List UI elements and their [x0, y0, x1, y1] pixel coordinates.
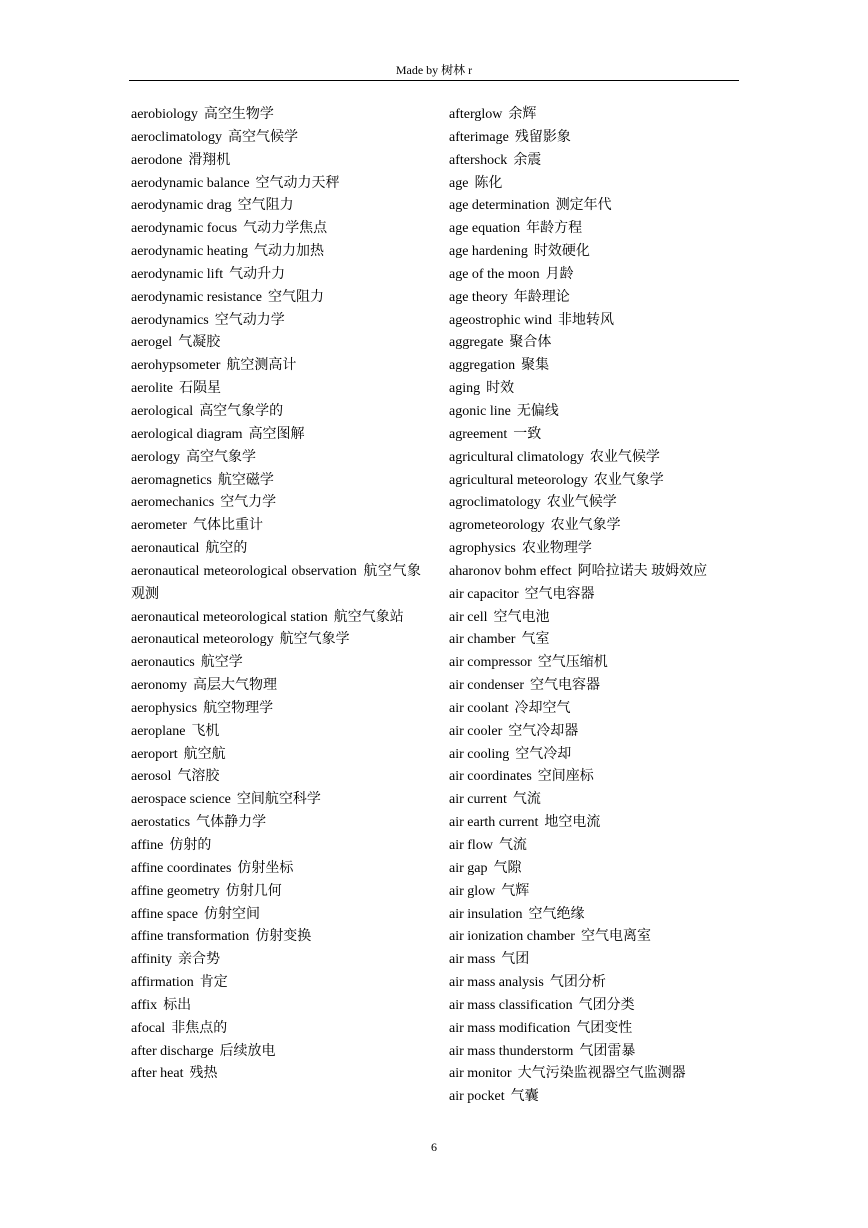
entry-term: air earth current [449, 815, 539, 831]
entry-translation: 空气电池 [493, 609, 550, 625]
entry-translation: 空气冷却 [515, 746, 572, 762]
glossary-entry [131, 995, 421, 1018]
entry-translation: 余辉 [508, 107, 537, 122]
entry-translation: 月龄 [545, 266, 574, 282]
entry-term: aeronomy [131, 678, 187, 694]
entry-translation: 肯定 [199, 975, 228, 991]
entry-translation: 余震 [513, 152, 542, 168]
entry-translation: 农业物理学 [521, 541, 592, 557]
glossary-entry [449, 218, 741, 241]
glossary-entry [449, 607, 741, 630]
glossary-entry [131, 332, 421, 355]
entry-term: affine geometry [131, 883, 220, 899]
glossary-entry [131, 1063, 421, 1086]
entry-term: aerology [131, 449, 180, 465]
glossary-entry [449, 561, 741, 584]
entry-translation: 一致 [513, 426, 542, 442]
glossary-entry [449, 515, 741, 538]
glossary-entry [131, 904, 421, 927]
glossary-entry [131, 949, 421, 972]
page-header: Made by 树林 r [395, 63, 473, 77]
entry-translation: 气室 [521, 632, 550, 648]
entry-translation: 气囊 [510, 1089, 539, 1105]
entry-term: aerodynamic focus [131, 221, 238, 237]
glossary-entry [449, 447, 741, 470]
glossary-entry [449, 629, 741, 652]
glossary-entry [449, 858, 741, 881]
glossary-entry [131, 424, 421, 447]
entry-term: aerogel [131, 335, 173, 351]
entry-translation: 航空航 [183, 746, 226, 762]
entry-term: aeronautical meteorological observation [131, 563, 357, 579]
entry-translation: 农业气象学 [550, 518, 621, 534]
glossary-entry [449, 904, 741, 927]
entry-term: air coordinates [449, 769, 532, 785]
entry-term: agrometeorology [449, 518, 545, 534]
entry-term: agroclimatology [449, 495, 541, 511]
entry-translation: 空气电容器 [530, 678, 601, 694]
entry-translation: 阿哈拉诺夫 玻姆效应 [577, 563, 708, 579]
entry-translation: 航空气象观测 [131, 563, 422, 602]
entry-term: air chamber [449, 632, 516, 648]
entry-term: affine transformation [131, 929, 250, 945]
entry-translation: 滑翔机 [188, 152, 231, 168]
glossary-entry [131, 241, 421, 264]
entry-translation: 空气电离室 [580, 929, 651, 945]
entry-translation: 亲合势 [177, 952, 220, 968]
entry-term: aggregate [449, 335, 504, 351]
entry-translation: 石陨星 [178, 381, 221, 397]
entry-translation: 聚集 [521, 358, 550, 374]
glossary-entry [131, 561, 421, 607]
glossary-entry [131, 378, 421, 401]
glossary-entry [449, 401, 741, 424]
glossary-entry [449, 744, 741, 767]
entry-term: aeronautical meteorology [131, 632, 274, 648]
glossary-entry [449, 195, 741, 218]
glossary-entry [131, 287, 421, 310]
glossary-entry [449, 812, 741, 835]
glossary-entry [131, 675, 421, 698]
entry-translation: 年龄方程 [526, 221, 583, 237]
entry-term: aeroclimatology [131, 129, 222, 145]
entry-translation: 高空生物学 [203, 107, 274, 122]
entry-term: air compressor [449, 655, 532, 671]
entry-translation: 仿射坐标 [237, 860, 294, 876]
glossary-entry [449, 173, 741, 196]
header-rule [129, 80, 739, 81]
entry-term: air pocket [449, 1089, 505, 1105]
entry-term: aeromagnetics [131, 472, 212, 488]
glossary-entry [449, 538, 741, 561]
entry-term: ageostrophic wind [449, 312, 553, 328]
entry-translation: 农业气象学 [593, 472, 664, 488]
entry-translation: 聚合体 [509, 335, 552, 351]
glossary-entry [131, 515, 421, 538]
glossary-entry [131, 766, 421, 789]
entry-term: age of the moon [449, 266, 540, 282]
entry-translation: 气团变性 [576, 1020, 633, 1036]
entry-translation: 标出 [163, 997, 192, 1013]
glossary-entry [449, 470, 741, 493]
glossary-entry [449, 424, 741, 447]
entry-term: air flow [449, 838, 493, 853]
glossary-entry [449, 264, 741, 287]
entry-term: age determination [449, 198, 550, 214]
entry-term: age equation [449, 221, 521, 237]
entry-translation: 气动力加热 [254, 244, 325, 260]
glossary-entry [131, 858, 421, 881]
entry-translation: 空间航空科学 [236, 792, 321, 808]
glossary-entry [449, 127, 741, 150]
glossary-entry [449, 652, 741, 675]
entry-translation: 残留影象 [514, 129, 571, 145]
entry-term: agreement [449, 426, 508, 442]
entry-term: afocal [131, 1020, 166, 1036]
entry-translation: 气动升力 [229, 266, 286, 282]
glossary-entry [449, 104, 741, 127]
entry-translation: 农业气候学 [546, 495, 617, 511]
entry-translation: 空气动力天秤 [255, 175, 340, 191]
entry-term: aeromechanics [131, 495, 215, 511]
glossary-entry [131, 195, 421, 218]
glossary-entry [449, 1063, 741, 1086]
entry-term: aeronautics [131, 655, 195, 671]
entry-translation: 高空气象学的 [199, 403, 284, 419]
glossary-entry [131, 1018, 421, 1041]
entry-translation: 高空图解 [248, 426, 305, 442]
glossary-entry [449, 698, 741, 721]
glossary-entry [131, 127, 421, 150]
entry-translation: 空气冷却器 [508, 723, 579, 739]
entry-term: air glow [449, 883, 496, 899]
glossary-entry [449, 378, 741, 401]
entry-translation: 农业气候学 [589, 449, 660, 465]
entry-term: aerological diagram [131, 426, 243, 442]
entry-term: aerohypsometer [131, 358, 221, 374]
entry-translation: 高层大气物理 [192, 678, 277, 694]
glossary-entry [449, 355, 741, 378]
entry-translation: 航空气象站 [333, 609, 404, 625]
glossary-entry [449, 287, 741, 310]
glossary-entry [449, 332, 741, 355]
entry-term: aging [449, 381, 481, 397]
entry-translation: 气溶胶 [177, 769, 220, 785]
entry-term: air gap [449, 860, 488, 876]
glossary-entry [449, 949, 741, 972]
entry-translation: 空气绝缘 [528, 906, 585, 922]
glossary-entry [131, 881, 421, 904]
entry-translation: 高空气象学 [185, 449, 256, 465]
entry-term: after heat [131, 1066, 184, 1082]
entry-term: aeronautical [131, 541, 200, 557]
glossary-entry [449, 881, 741, 904]
entry-term: age [449, 175, 469, 191]
entry-translation: 气团雷暴 [579, 1043, 636, 1059]
glossary-entry [131, 698, 421, 721]
glossary-entry [449, 789, 741, 812]
entry-term: aerological [131, 403, 194, 419]
entry-term: air current [449, 792, 507, 808]
page-number: 6 [431, 1140, 437, 1154]
glossary-column-left [131, 104, 421, 1086]
entry-term: affix [131, 997, 158, 1013]
entry-translation: 冷却空气 [514, 700, 571, 716]
entry-term: agonic line [449, 403, 511, 419]
entry-term: afterglow [449, 107, 503, 122]
glossary-entry [449, 995, 741, 1018]
entry-translation: 航空物理学 [203, 700, 274, 716]
glossary-column-right [449, 104, 741, 1109]
entry-translation: 气动力学焦点 [243, 221, 328, 237]
glossary-entry [131, 218, 421, 241]
entry-term: aerosol [131, 769, 172, 785]
entry-translation: 仿射几何 [225, 883, 282, 899]
glossary-entry [449, 721, 741, 744]
glossary-entry [449, 926, 741, 949]
entry-term: aerophysics [131, 700, 198, 716]
glossary-entry [449, 241, 741, 264]
glossary-entry [131, 104, 421, 127]
entry-term: aerodynamic lift [131, 266, 224, 282]
entry-translation: 高空气候学 [227, 129, 298, 145]
entry-translation: 残热 [189, 1066, 218, 1082]
entry-term: aerodynamic resistance [131, 289, 262, 305]
entry-translation: 测定年代 [555, 198, 612, 214]
entry-translation: 气凝胶 [178, 335, 221, 351]
entry-term: aerolite [131, 381, 173, 397]
entry-translation: 气团分类 [578, 997, 635, 1013]
glossary-entry [131, 629, 421, 652]
entry-translation: 气体静力学 [196, 815, 267, 831]
glossary-entry [449, 972, 741, 995]
entry-translation: 非焦点的 [171, 1020, 228, 1036]
glossary-entry [449, 310, 741, 333]
entry-translation: 空气阻力 [237, 198, 294, 214]
entry-term: aerodynamic drag [131, 198, 232, 214]
entry-term: air condenser [449, 678, 525, 694]
entry-translation: 气体比重计 [192, 518, 263, 534]
entry-term: affine space [131, 906, 198, 922]
entry-translation: 年龄理论 [513, 289, 570, 305]
entry-term: air cell [449, 609, 488, 625]
glossary-entry [131, 447, 421, 470]
glossary-entry [449, 1018, 741, 1041]
entry-term: aftershock [449, 152, 508, 168]
entry-translation: 地空电流 [544, 815, 601, 831]
entry-translation: 航空气象学 [279, 632, 350, 648]
entry-term: air mass [449, 952, 496, 968]
entry-term: air monitor [449, 1066, 512, 1082]
glossary-entry [131, 538, 421, 561]
entry-term: air coolant [449, 700, 509, 716]
glossary-entry [449, 766, 741, 789]
glossary-entry [449, 584, 741, 607]
glossary-entry [131, 607, 421, 630]
glossary-entry [131, 721, 421, 744]
entry-term: air cooling [449, 746, 510, 762]
glossary-entry [131, 744, 421, 767]
entry-translation: 空气电容器 [524, 586, 595, 602]
entry-term: age hardening [449, 244, 528, 260]
entry-translation: 航空测高计 [226, 358, 297, 374]
entry-translation: 航空学 [200, 655, 243, 671]
glossary-entry [131, 812, 421, 835]
glossary-entry [131, 652, 421, 675]
entry-translation: 气流 [512, 792, 541, 808]
entry-term: aerodynamic balance [131, 175, 250, 191]
entry-term: agricultural meteorology [449, 472, 588, 488]
entry-translation: 时效 [486, 381, 515, 397]
entry-term: air mass classification [449, 997, 573, 1013]
entry-term: affirmation [131, 975, 194, 991]
entry-translation: 空气压缩机 [537, 655, 608, 671]
glossary-entry [131, 150, 421, 173]
entry-term: aeroplane [131, 723, 186, 739]
entry-term: affine coordinates [131, 860, 232, 876]
entry-translation: 气团 [501, 952, 530, 968]
glossary-entry [449, 675, 741, 698]
entry-term: age theory [449, 289, 508, 305]
entry-translation: 时效硬化 [533, 244, 590, 260]
entry-translation: 陈化 [474, 175, 503, 191]
glossary-entry [131, 926, 421, 949]
entry-term: aggregation [449, 358, 516, 374]
entry-translation: 非地转风 [558, 312, 615, 328]
entry-term: afterimage [449, 129, 509, 145]
entry-term: aerodynamic heating [131, 244, 249, 260]
entry-translation: 无偏线 [516, 403, 559, 419]
entry-term: aharonov bohm effect [449, 563, 572, 579]
glossary-entry [131, 310, 421, 333]
entry-translation: 空气力学 [220, 495, 277, 511]
glossary-entry [131, 835, 421, 858]
glossary-entry [131, 972, 421, 995]
entry-translation: 空间座标 [537, 769, 594, 785]
entry-term: after discharge [131, 1043, 214, 1059]
entry-translation: 后续放电 [219, 1043, 276, 1059]
entry-term: air insulation [449, 906, 523, 922]
entry-term: affinity [131, 952, 172, 968]
glossary-entry [131, 401, 421, 424]
entry-term: aerostatics [131, 815, 191, 831]
entry-translation: 仿射的 [169, 838, 212, 853]
entry-translation: 空气动力学 [214, 312, 285, 328]
glossary-entry [131, 470, 421, 493]
entry-translation: 气辉 [501, 883, 530, 899]
entry-translation: 空气阻力 [268, 289, 324, 305]
entry-translation: 仿射变换 [255, 929, 312, 945]
entry-translation: 气隙 [493, 860, 522, 876]
entry-translation: 大气污染监视器空气监测器 [517, 1066, 686, 1082]
entry-term: aerodynamics [131, 312, 209, 328]
glossary-entry [131, 264, 421, 287]
entry-term: aerometer [131, 518, 187, 534]
glossary-entry [131, 355, 421, 378]
entry-term: air cooler [449, 723, 503, 739]
entry-term: air mass analysis [449, 975, 544, 991]
entry-term: air ionization chamber [449, 929, 575, 945]
entry-term: agrophysics [449, 541, 516, 557]
entry-term: air mass thunderstorm [449, 1043, 574, 1059]
entry-term: air capacitor [449, 586, 519, 602]
glossary-entry [131, 789, 421, 812]
glossary-entry [449, 1041, 741, 1064]
entry-translation: 航空的 [205, 541, 248, 557]
glossary-entry [131, 1041, 421, 1064]
entry-term: agricultural climatology [449, 449, 584, 465]
entry-term: aerospace science [131, 792, 231, 808]
entry-term: aerodone [131, 152, 183, 168]
glossary-entry [449, 492, 741, 515]
glossary-entry [131, 492, 421, 515]
glossary-entry [449, 1086, 741, 1109]
glossary-entry [449, 835, 741, 858]
glossary-entry [131, 173, 421, 196]
entry-translation: 仿射空间 [203, 906, 260, 922]
entry-term: aeronautical meteorological station [131, 609, 328, 625]
entry-translation: 气流 [498, 838, 527, 853]
entry-translation: 航空磁学 [217, 472, 274, 488]
glossary-entry [449, 150, 741, 173]
entry-term: affine [131, 838, 164, 853]
entry-term: aerobiology [131, 107, 198, 122]
entry-term: air mass modification [449, 1020, 571, 1036]
entry-translation: 气团分析 [549, 975, 606, 991]
entry-translation: 飞机 [191, 723, 220, 739]
entry-term: aeroport [131, 746, 178, 762]
